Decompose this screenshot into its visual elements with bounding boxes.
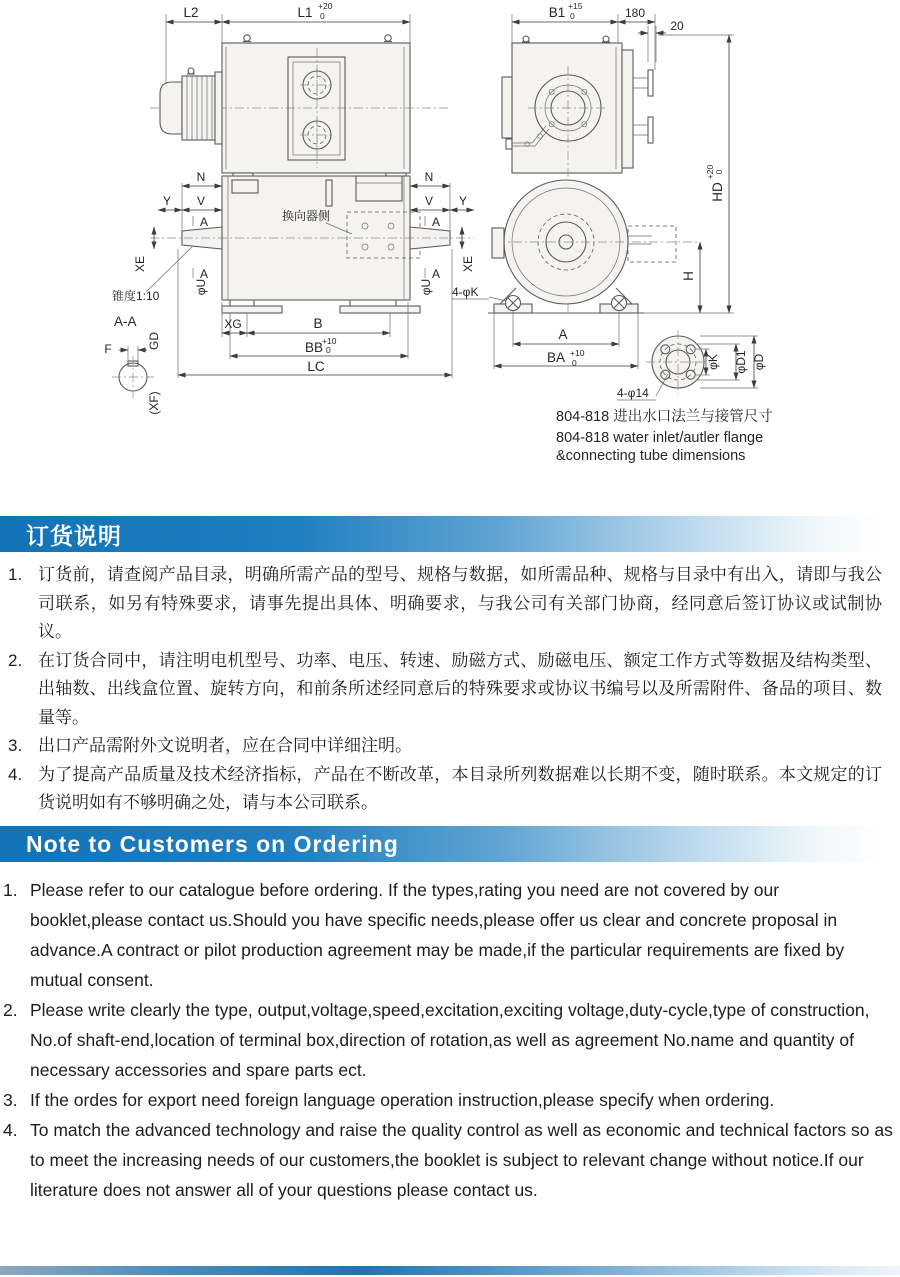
tol-bb: 0 — [326, 345, 331, 355]
dim-180: 180 — [624, 6, 646, 20]
list-item — [3, 995, 896, 1085]
datum-a: A — [432, 267, 441, 281]
item-text: Please write clearly the type, output,voltage,speed,excitation,exciting voltage,duty-cycle,type of construction, No.of shaft-end,location of terminal box,direction of rotation,as well as agreement No.name and quantity of necessary accessories and spare parts ect. — [30, 1000, 870, 1080]
list-item — [8, 561, 882, 647]
dim-xe: XE — [133, 255, 147, 273]
list-item — [8, 732, 882, 761]
item-text: To match the advanced technology and raise the quality control as well as economic and technical factors so as to meet the increasing needs of our customers,the booklet is subject to relevant change without notice.If our literature does not answer all of your questions please contact us. — [30, 1120, 893, 1200]
dim-l1: L1 — [297, 5, 313, 20]
dim-phi-d: φD — [752, 353, 766, 371]
section-title-en: Note to Customers on Ordering — [26, 830, 399, 857]
tol-l1-lower: 0 — [320, 11, 325, 21]
dim-h: H — [681, 271, 696, 281]
section-banner-ordering-en — [0, 826, 900, 862]
top-view — [150, 1, 448, 178]
dim-bb: BB — [304, 340, 324, 355]
datum-a: A — [200, 267, 209, 281]
item-number: 1. — [3, 880, 18, 900]
dim-v: V — [196, 194, 206, 208]
drawing-caption-cn: 804-818 进出水口法兰与接管尺寸 — [556, 409, 773, 425]
dim-xg: XG — [224, 317, 242, 331]
ordering-notes-cn — [8, 561, 882, 818]
dim-y: Y — [458, 194, 468, 208]
tol-b: +10 — [322, 336, 337, 346]
tol-l1-upper: +20 — [318, 1, 333, 11]
motor-dimension-drawing — [0, 0, 900, 470]
dim-b1: B1 — [548, 5, 566, 20]
item-number: 4. — [3, 1120, 18, 1140]
label-4-phi-14: 4-φ14 — [617, 386, 649, 400]
shaft-section-view — [104, 314, 161, 415]
item-number: 3. — [8, 736, 23, 755]
item-number: 1. — [8, 565, 23, 584]
dim-xf: (XF) — [147, 391, 161, 415]
item-number: 3. — [3, 1090, 18, 1110]
dim-a: A — [558, 327, 568, 342]
item-number: 2. — [3, 1000, 18, 1020]
tol-ba-upper: +10 — [570, 348, 585, 358]
item-text: If the ordes for export need foreign language operation instruction,please specify when ordering. — [30, 1090, 775, 1110]
label-commutator-side: 换向器侧 — [281, 209, 331, 223]
datum-a: A — [200, 215, 209, 229]
tol-b1-upper: +15 — [568, 1, 583, 11]
flange-detail-view — [617, 330, 766, 400]
tol-b1-lower: 0 — [570, 11, 575, 21]
ordering-notes-en — [3, 875, 896, 1205]
label-4-phi-k: 4-φK — [452, 285, 479, 299]
item-text: Please refer to our catalogue before ordering. If the types,rating you need are not covered by our booklet,please contact us.Should you have specific needs,please offer us clear and concrete proposal in advance.A contract or pilot production agreement may be made,if the particular requirements are fixed by mutual consent. — [30, 880, 845, 990]
drawing-caption-en-1: 804-818 water inlet/autler flange — [556, 430, 764, 446]
section-title-cn: 订货说明 — [26, 522, 122, 549]
label-aa: A-A — [114, 314, 137, 329]
list-item — [3, 875, 896, 995]
dim-y: Y — [162, 194, 172, 208]
tol-hd-upper: +20 — [705, 164, 715, 180]
dim-xe: XE — [461, 255, 475, 273]
item-text: 订货前，请查阅产品目录，明确所需产品的型号、规格与数据，如所需品种、规格与目录中有出入，请即与我公司联系，如另有特殊要求，请事先提出具体、明确要求，与我公司有关部门协商，经同意后签订协议或试制协议。 — [38, 565, 882, 641]
item-text: 为了提高产品质量及技术经济指标，产品在不断改革，本目录所列数据难以长期不变，随时联系。本文规定的订货说明如有不够明确之处，请与本公司联系。 — [38, 764, 882, 812]
tol-ba-lower: 0 — [572, 358, 577, 368]
dim-b: B — [313, 316, 323, 331]
dim-f: F — [104, 342, 112, 356]
dim-phi-d1: φD1 — [734, 350, 748, 374]
list-item — [8, 761, 882, 818]
drawing-caption-en-2: &connecting tube dimensions — [556, 448, 746, 464]
item-text: 出口产品需附外文说明者，应在合同中详细注明。 — [38, 736, 412, 755]
item-number: 4. — [8, 764, 23, 784]
item-text: 在订货合同中，请注明电机型号、功率、电压、转速、励磁方式、励磁电压、额定工作方式等数据及结构类型、出轴数、出线盒位置、旋转方向，和前条所述经同意后的特殊要求或协议书编号以及所需附件、备品的项目、数量等。 — [38, 650, 882, 727]
dim-lc: LC — [307, 359, 325, 374]
dim-n: N — [196, 170, 206, 184]
dim-phi-u: φU — [419, 278, 433, 296]
dim-n: N — [424, 170, 434, 184]
label-taper: 锥度1:10 — [112, 289, 160, 303]
list-item — [3, 1115, 896, 1205]
dim-ba: BA — [546, 350, 566, 365]
dim-20: 20 — [670, 19, 684, 33]
dim-phi-k: φK — [706, 354, 720, 370]
foot-hole-right — [612, 296, 627, 311]
dim-v: V — [424, 194, 434, 208]
datum-a: A — [432, 215, 441, 229]
blower-unit — [160, 68, 222, 144]
dim-l2: L2 — [183, 5, 199, 20]
list-item — [3, 1085, 896, 1115]
section-banner-ordering-cn — [0, 516, 900, 552]
dim-phi-u: φU — [194, 278, 208, 296]
list-item — [8, 647, 882, 733]
dim-gd: GD — [147, 332, 161, 350]
side-view — [104, 170, 475, 415]
tol-hd-lower: 0 — [714, 169, 724, 175]
lifting-eyebolts — [243, 35, 392, 42]
dim-hd: HD — [710, 182, 725, 202]
item-number: 2. — [8, 650, 23, 670]
foot-hole-left — [506, 296, 521, 311]
page-footer-strip — [0, 1266, 900, 1275]
